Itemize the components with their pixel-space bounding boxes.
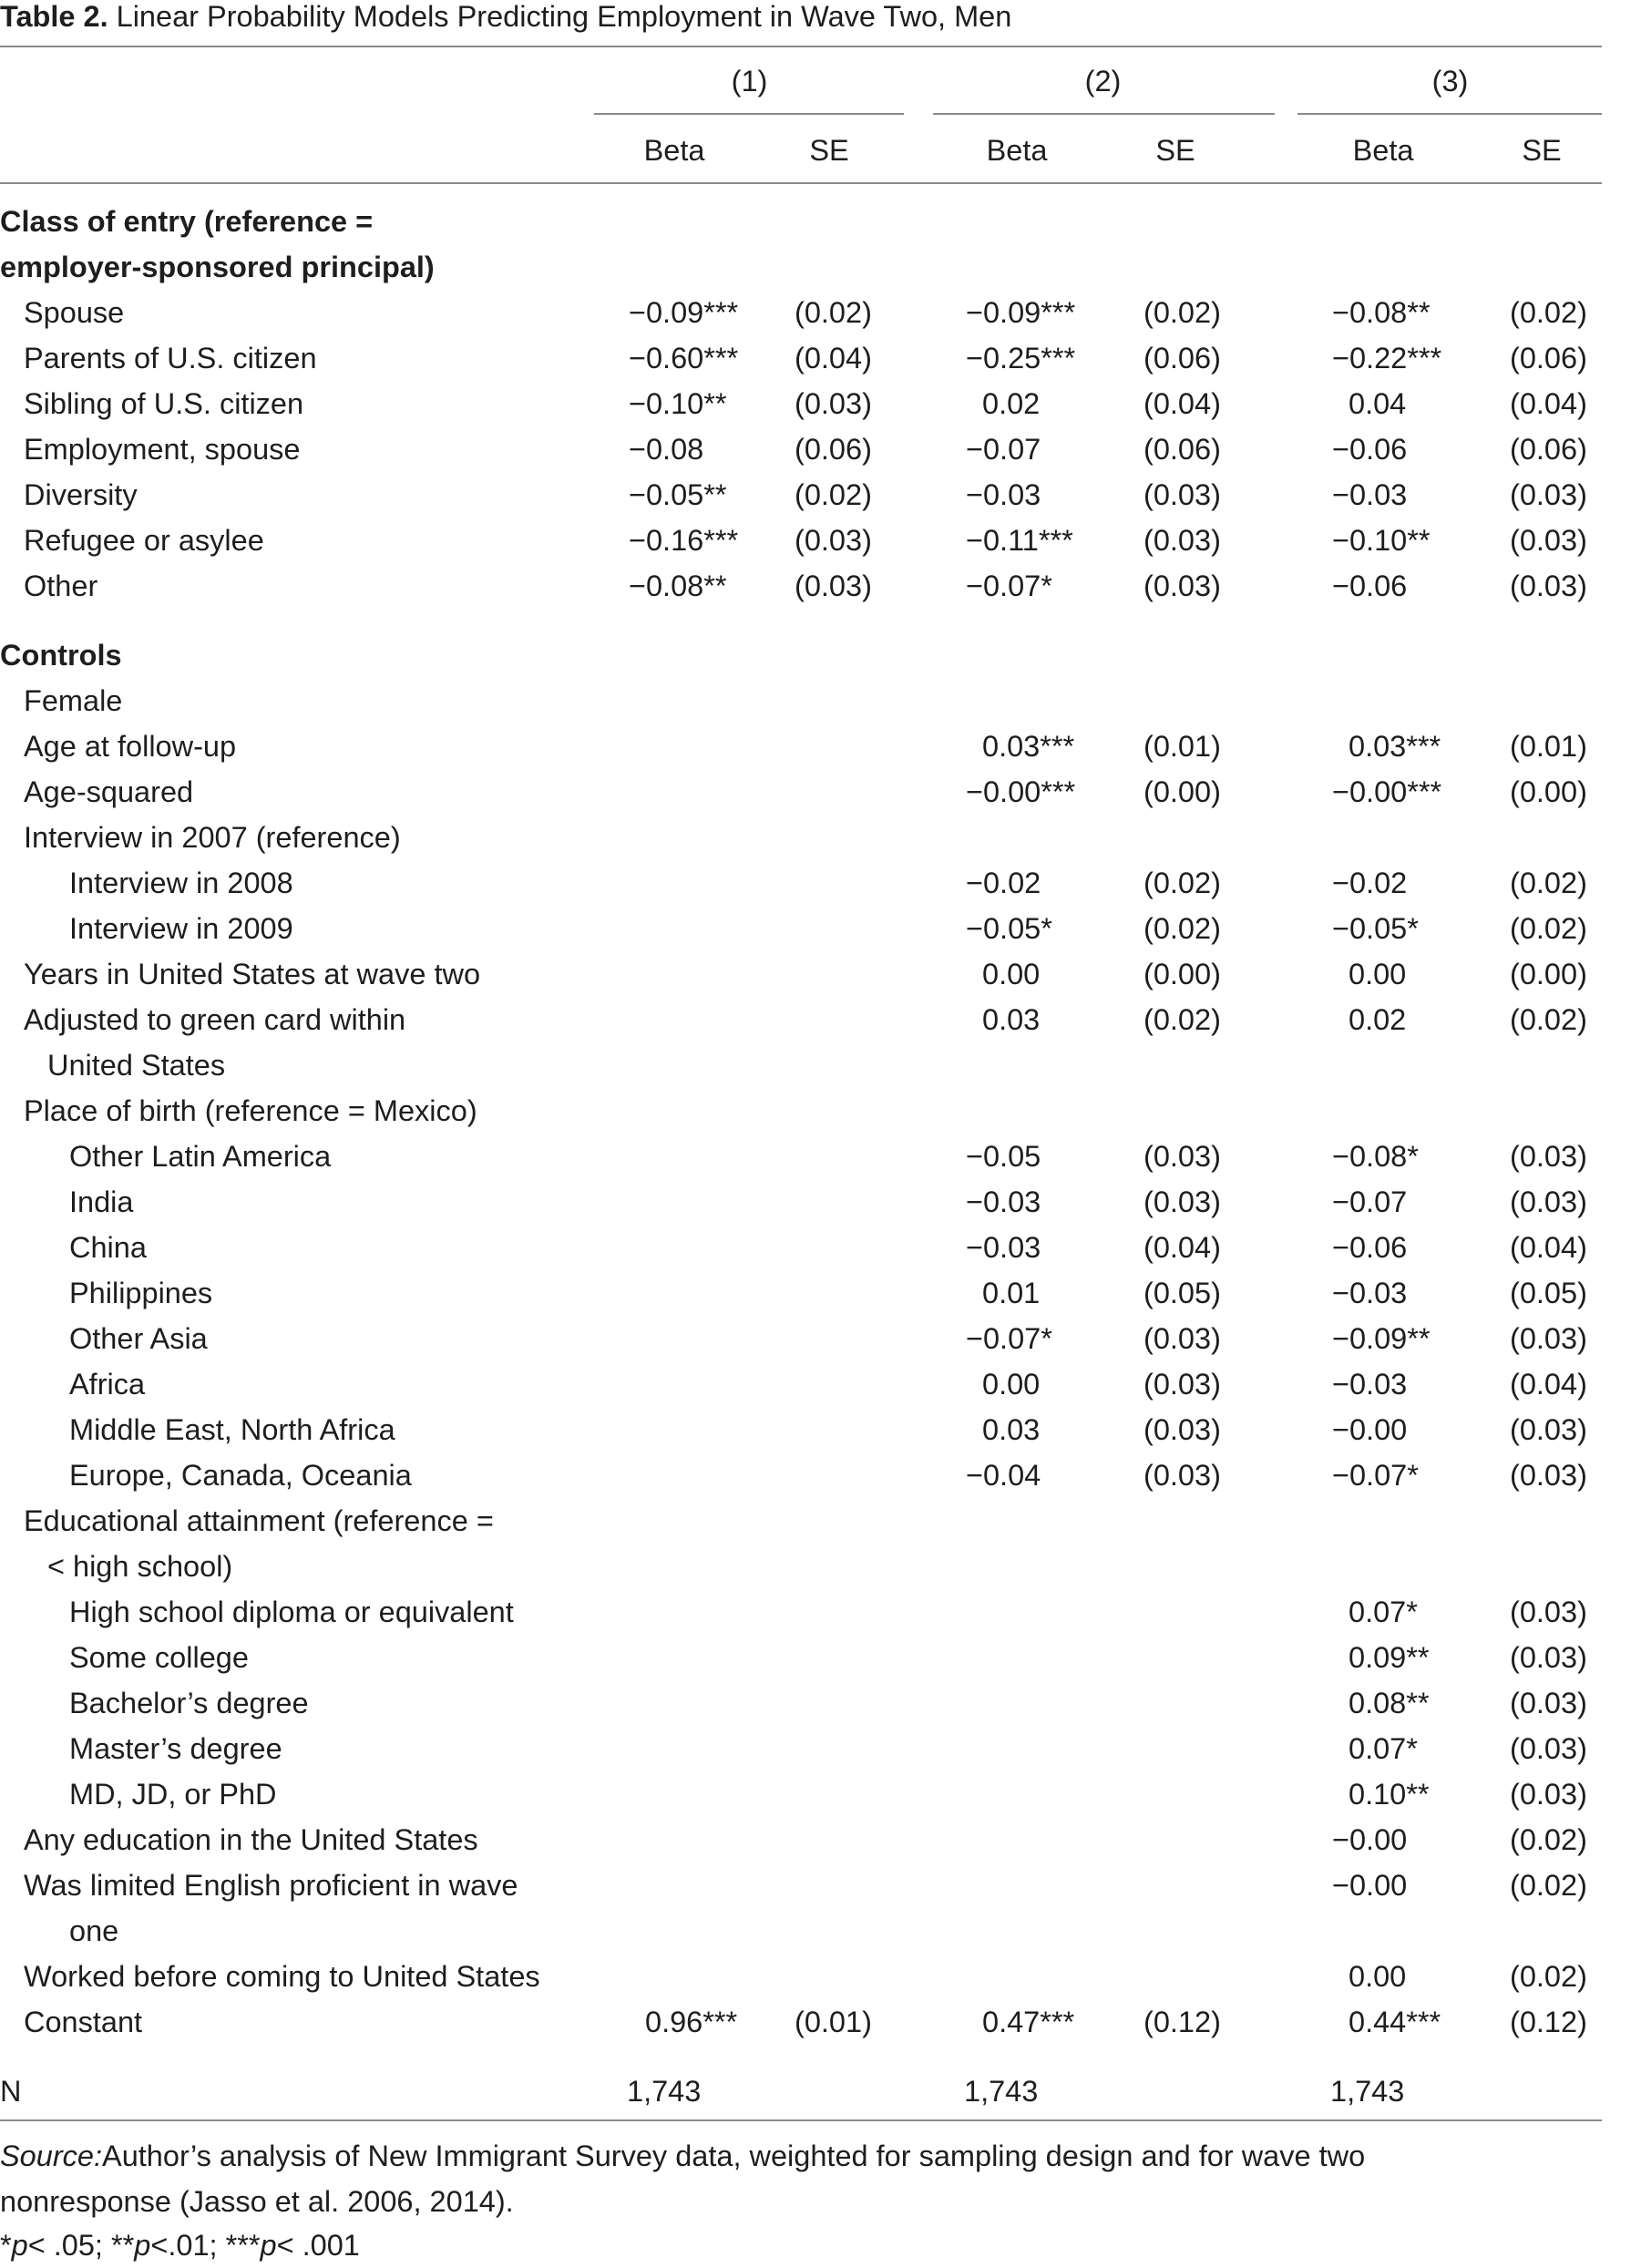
se-cell-model-1: (0.03) bbox=[795, 570, 872, 602]
beta-cell-model-3: −0.03 bbox=[1332, 1277, 1408, 1309]
section-heading: Controls bbox=[0, 639, 122, 672]
se-cell-model-2: (0.06) bbox=[1144, 342, 1221, 375]
beta-cell-model-3: −0.00 bbox=[1332, 1869, 1408, 1902]
beta-cell-model-3: −0.10** bbox=[1332, 524, 1431, 557]
row-label: Interview in 2008 bbox=[69, 867, 293, 899]
beta-cell-model-3: 1,743 bbox=[1330, 2075, 1405, 2108]
se-cell-model-2: (0.04) bbox=[1144, 387, 1221, 420]
se-cell-model-2: (0.03) bbox=[1144, 1459, 1221, 1492]
sig-1-mark: * bbox=[0, 2229, 12, 2262]
sig-3-val: < .001 bbox=[276, 2229, 360, 2262]
beta-cell-model-3: −0.08** bbox=[1332, 296, 1431, 329]
se-cell-model-3: (0.02) bbox=[1510, 1003, 1587, 1036]
row-label: N bbox=[0, 2075, 22, 2108]
table-title: Linear Probability Models Predicting Employment in Wave Two, Men bbox=[116, 0, 1012, 33]
se-cell-model-2: (0.03) bbox=[1144, 1368, 1221, 1401]
se-cell-model-3: (0.02) bbox=[1510, 912, 1587, 945]
row-label: Other Latin America bbox=[69, 1140, 332, 1173]
table-caption bbox=[0, 0, 1011, 33]
beta-cell-model-2: 0.03 bbox=[982, 1413, 1041, 1446]
beta-cell-model-2: −0.03 bbox=[966, 478, 1041, 511]
model-1-header: (1) bbox=[731, 65, 768, 97]
se-cell-model-3: (0.03) bbox=[1510, 1140, 1587, 1173]
beta-cell-model-2: −0.00*** bbox=[966, 775, 1076, 808]
beta-cell-model-3: −0.06 bbox=[1332, 570, 1408, 602]
beta-cell-model-2: 1,743 bbox=[964, 2075, 1039, 2108]
beta-cell-model-1: −0.08 bbox=[629, 433, 704, 466]
row-label: Africa bbox=[69, 1368, 146, 1401]
row-label: Years in United States at wave two bbox=[24, 958, 481, 990]
significance-note bbox=[0, 2222, 360, 2268]
beta-cell-model-3: −0.07* bbox=[1332, 1459, 1419, 1492]
beta-cell-model-2: −0.04 bbox=[966, 1459, 1041, 1492]
beta-cell-model-3: −0.09** bbox=[1332, 1322, 1431, 1355]
beta-cell-model-3: 0.00 bbox=[1349, 1960, 1407, 1993]
se-header-3: SE bbox=[1522, 134, 1562, 167]
se-cell-model-2: (0.03) bbox=[1144, 570, 1221, 602]
row-label: Educational attainment (reference = bbox=[24, 1504, 494, 1537]
beta-cell-model-3: 0.03*** bbox=[1349, 730, 1441, 763]
se-cell-model-2: (0.03) bbox=[1144, 1140, 1221, 1173]
row-label: one bbox=[69, 1914, 119, 1947]
beta-cell-model-2: 0.03 bbox=[982, 1003, 1041, 1036]
source-note-line-2 bbox=[0, 2179, 514, 2224]
model-1-rule bbox=[594, 113, 904, 115]
beta-cell-model-3: −0.07 bbox=[1332, 1185, 1408, 1218]
row-label: Europe, Canada, Oceania bbox=[69, 1459, 412, 1492]
row-label: Age at follow-up bbox=[24, 730, 237, 763]
beta-cell-model-3: −0.06 bbox=[1332, 1231, 1408, 1264]
header-rule bbox=[0, 182, 1602, 184]
model-3-rule bbox=[1297, 113, 1602, 115]
se-cell-model-3: (0.02) bbox=[1510, 867, 1587, 899]
beta-cell-model-2: 0.01 bbox=[982, 1277, 1041, 1309]
beta-cell-model-2: 0.02 bbox=[982, 387, 1041, 420]
beta-cell-model-2: 0.00 bbox=[982, 958, 1041, 990]
beta-cell-model-3: −0.06 bbox=[1332, 433, 1408, 466]
beta-cell-model-2: −0.05* bbox=[966, 912, 1052, 945]
beta-cell-model-1: −0.16*** bbox=[629, 524, 739, 557]
beta-header-3: Beta bbox=[1352, 134, 1414, 167]
se-cell-model-2: (0.02) bbox=[1144, 912, 1221, 945]
beta-cell-model-3: −0.22*** bbox=[1332, 342, 1442, 375]
row-label: Worked before coming to United States bbox=[24, 1960, 540, 1993]
beta-cell-model-2: −0.07* bbox=[966, 1322, 1052, 1355]
beta-cell-model-3: −0.03 bbox=[1332, 1368, 1408, 1401]
se-cell-model-3: (0.02) bbox=[1510, 1823, 1587, 1856]
section-heading: Class of entry (reference = bbox=[0, 205, 374, 238]
source-text-2: nonresponse (Jasso et al. 2006, 2014). bbox=[0, 2185, 514, 2218]
row-label: Adjusted to green card within bbox=[24, 1003, 406, 1036]
beta-cell-model-3: −0.00 bbox=[1332, 1413, 1408, 1446]
se-cell-model-3: (0.06) bbox=[1510, 342, 1587, 375]
row-label: Other bbox=[24, 570, 98, 602]
row-label: China bbox=[69, 1231, 147, 1264]
se-cell-model-1: (0.02) bbox=[795, 478, 872, 511]
sig-2-p: p bbox=[134, 2229, 151, 2262]
se-cell-model-2: (0.03) bbox=[1144, 1322, 1221, 1355]
se-header-1: SE bbox=[809, 134, 849, 167]
se-cell-model-2: (0.01) bbox=[1144, 730, 1221, 763]
se-cell-model-3: (0.06) bbox=[1510, 433, 1587, 466]
row-label: Middle East, North Africa bbox=[69, 1413, 395, 1446]
se-cell-model-3: (0.03) bbox=[1510, 1641, 1587, 1674]
beta-cell-model-2: −0.07 bbox=[966, 433, 1041, 466]
row-label: Interview in 2007 (reference) bbox=[24, 821, 401, 854]
beta-cell-model-3: 0.02 bbox=[1349, 1003, 1407, 1036]
top-rule bbox=[0, 46, 1602, 47]
se-cell-model-2: (0.03) bbox=[1144, 524, 1221, 557]
se-cell-model-1: (0.02) bbox=[795, 296, 872, 329]
row-label: Place of birth (reference = Mexico) bbox=[24, 1094, 477, 1127]
se-cell-model-3: (0.03) bbox=[1510, 1459, 1587, 1492]
se-cell-model-2: (0.02) bbox=[1144, 296, 1221, 329]
beta-header-2: Beta bbox=[986, 134, 1048, 167]
row-label: Parents of U.S. citizen bbox=[24, 342, 317, 375]
se-cell-model-3: (0.03) bbox=[1510, 1413, 1587, 1446]
se-cell-model-2: (0.04) bbox=[1144, 1231, 1221, 1264]
beta-cell-model-1: −0.09*** bbox=[629, 296, 739, 329]
se-cell-model-3: (0.03) bbox=[1510, 478, 1587, 511]
sig-2-val: <.01; bbox=[150, 2229, 226, 2262]
row-label: Interview in 2009 bbox=[69, 912, 293, 945]
se-cell-model-3: (0.03) bbox=[1510, 1322, 1587, 1355]
se-cell-model-3: (0.03) bbox=[1510, 524, 1587, 557]
beta-cell-model-2: −0.03 bbox=[966, 1231, 1041, 1264]
model-2-header: (2) bbox=[1084, 65, 1122, 97]
row-label: India bbox=[69, 1185, 134, 1218]
beta-cell-model-2: −0.25*** bbox=[966, 342, 1076, 375]
beta-cell-model-3: −0.00 bbox=[1332, 1823, 1408, 1856]
table-label: Table 2. bbox=[0, 0, 108, 33]
se-cell-model-3: (0.01) bbox=[1510, 730, 1587, 763]
row-label: Master’s degree bbox=[69, 1732, 282, 1765]
se-cell-model-3: (0.03) bbox=[1510, 1185, 1587, 1218]
row-label: Diversity bbox=[24, 478, 138, 511]
beta-cell-model-3: 0.07* bbox=[1349, 1596, 1418, 1628]
se-cell-model-2: (0.05) bbox=[1144, 1277, 1221, 1309]
se-cell-model-3: (0.02) bbox=[1510, 296, 1587, 329]
se-cell-model-3: (0.04) bbox=[1510, 1368, 1587, 1401]
sig-1-p: p bbox=[11, 2229, 28, 2262]
model-3-header: (3) bbox=[1431, 65, 1469, 97]
beta-cell-model-2: −0.09*** bbox=[966, 296, 1076, 329]
row-label: Was limited English proficient in wave bbox=[24, 1869, 518, 1902]
se-cell-model-3: (0.03) bbox=[1510, 570, 1587, 602]
beta-cell-model-2: −0.05 bbox=[966, 1140, 1041, 1173]
row-label: High school diploma or equivalent bbox=[69, 1596, 514, 1628]
beta-cell-model-3: 0.08** bbox=[1349, 1687, 1430, 1719]
row-label: United States bbox=[47, 1049, 226, 1082]
se-cell-model-1: (0.01) bbox=[795, 2006, 872, 2038]
se-cell-model-1: (0.03) bbox=[795, 387, 872, 420]
beta-cell-model-3: 0.00 bbox=[1349, 958, 1407, 990]
se-cell-model-2: (0.03) bbox=[1144, 478, 1221, 511]
se-cell-model-3: (0.12) bbox=[1510, 2006, 1587, 2038]
row-label: < high school) bbox=[47, 1550, 233, 1583]
beta-cell-model-1: −0.08** bbox=[629, 570, 727, 602]
model-2-rule bbox=[933, 113, 1275, 115]
se-header-2: SE bbox=[1155, 134, 1195, 167]
source-note-line-1 bbox=[0, 2133, 1365, 2179]
se-cell-model-2: (0.12) bbox=[1144, 2006, 1221, 2038]
beta-cell-model-1: 0.96*** bbox=[645, 2006, 738, 2038]
se-cell-model-1: (0.04) bbox=[795, 342, 872, 375]
row-label: Sibling of U.S. citizen bbox=[24, 387, 304, 420]
bottom-rule bbox=[0, 2119, 1602, 2121]
se-cell-model-3: (0.02) bbox=[1510, 1869, 1587, 1902]
beta-cell-model-3: 0.07* bbox=[1349, 1732, 1418, 1765]
sig-2-mark: ** bbox=[110, 2229, 135, 2262]
beta-cell-model-2: 0.00 bbox=[982, 1368, 1041, 1401]
beta-cell-model-3: 0.04 bbox=[1349, 387, 1407, 420]
beta-cell-model-2: −0.07* bbox=[966, 570, 1052, 602]
se-cell-model-2: (0.02) bbox=[1144, 867, 1221, 899]
beta-cell-model-1: −0.05** bbox=[629, 478, 727, 511]
section-heading: employer-sponsored principal) bbox=[0, 251, 435, 283]
se-cell-model-2: (0.00) bbox=[1144, 775, 1221, 808]
se-cell-model-2: (0.06) bbox=[1144, 433, 1221, 466]
beta-cell-model-1: −0.10** bbox=[629, 387, 727, 420]
row-label: Female bbox=[24, 684, 123, 717]
beta-cell-model-2: −0.03 bbox=[966, 1185, 1041, 1218]
se-cell-model-3: (0.03) bbox=[1510, 1596, 1587, 1628]
se-cell-model-1: (0.03) bbox=[795, 524, 872, 557]
se-cell-model-3: (0.00) bbox=[1510, 958, 1587, 990]
se-cell-model-1: (0.06) bbox=[795, 433, 872, 466]
beta-cell-model-3: −0.00*** bbox=[1332, 775, 1442, 808]
se-cell-model-3: (0.04) bbox=[1510, 1231, 1587, 1264]
beta-cell-model-3: −0.05* bbox=[1332, 912, 1419, 945]
sig-3-mark: *** bbox=[225, 2229, 261, 2262]
beta-cell-model-3: 0.09** bbox=[1349, 1641, 1430, 1674]
beta-cell-model-3: 0.44*** bbox=[1349, 2006, 1441, 2038]
row-label: Philippines bbox=[69, 1277, 213, 1309]
beta-cell-model-2: −0.11*** bbox=[966, 524, 1073, 557]
sig-1-val: < .05; bbox=[27, 2229, 111, 2262]
beta-cell-model-2: 0.47*** bbox=[982, 2006, 1075, 2038]
beta-cell-model-3: −0.02 bbox=[1332, 867, 1408, 899]
beta-cell-model-2: −0.02 bbox=[966, 867, 1041, 899]
source-label: Source: bbox=[0, 2140, 103, 2172]
beta-header-1: Beta bbox=[643, 134, 705, 167]
beta-cell-model-3: −0.03 bbox=[1332, 478, 1408, 511]
se-cell-model-2: (0.03) bbox=[1144, 1185, 1221, 1218]
se-cell-model-3: (0.02) bbox=[1510, 1960, 1587, 1993]
row-label: MD, JD, or PhD bbox=[69, 1778, 277, 1811]
row-label: Age-squared bbox=[24, 775, 194, 808]
se-cell-model-3: (0.03) bbox=[1510, 1778, 1587, 1811]
beta-cell-model-1: −0.60*** bbox=[629, 342, 739, 375]
row-label: Any education in the United States bbox=[24, 1823, 478, 1856]
sig-3-p: p bbox=[260, 2229, 277, 2262]
row-label: Bachelor’s degree bbox=[69, 1687, 309, 1719]
beta-cell-model-3: 0.10** bbox=[1349, 1778, 1430, 1811]
row-label: Employment, spouse bbox=[24, 433, 301, 466]
row-label: Other Asia bbox=[69, 1322, 208, 1355]
row-label: Spouse bbox=[24, 296, 125, 329]
row-label: Refugee or asylee bbox=[24, 524, 264, 557]
se-cell-model-3: (0.03) bbox=[1510, 1687, 1587, 1719]
source-text-1: Author’s analysis of New Immigrant Survey data, weighted for sampling design and for wave two bbox=[102, 2140, 1366, 2172]
se-cell-model-3: (0.05) bbox=[1510, 1277, 1587, 1309]
se-cell-model-2: (0.02) bbox=[1144, 1003, 1221, 1036]
beta-cell-model-3: −0.08* bbox=[1332, 1140, 1419, 1173]
se-cell-model-3: (0.00) bbox=[1510, 775, 1587, 808]
se-cell-model-2: (0.03) bbox=[1144, 1413, 1221, 1446]
beta-cell-model-1: 1,743 bbox=[627, 2075, 702, 2108]
se-cell-model-2: (0.00) bbox=[1144, 958, 1221, 990]
row-label: Constant bbox=[24, 2006, 143, 2038]
beta-cell-model-2: 0.03*** bbox=[982, 730, 1075, 763]
se-cell-model-3: (0.04) bbox=[1510, 387, 1587, 420]
row-label: Some college bbox=[69, 1641, 249, 1674]
se-cell-model-3: (0.03) bbox=[1510, 1732, 1587, 1765]
